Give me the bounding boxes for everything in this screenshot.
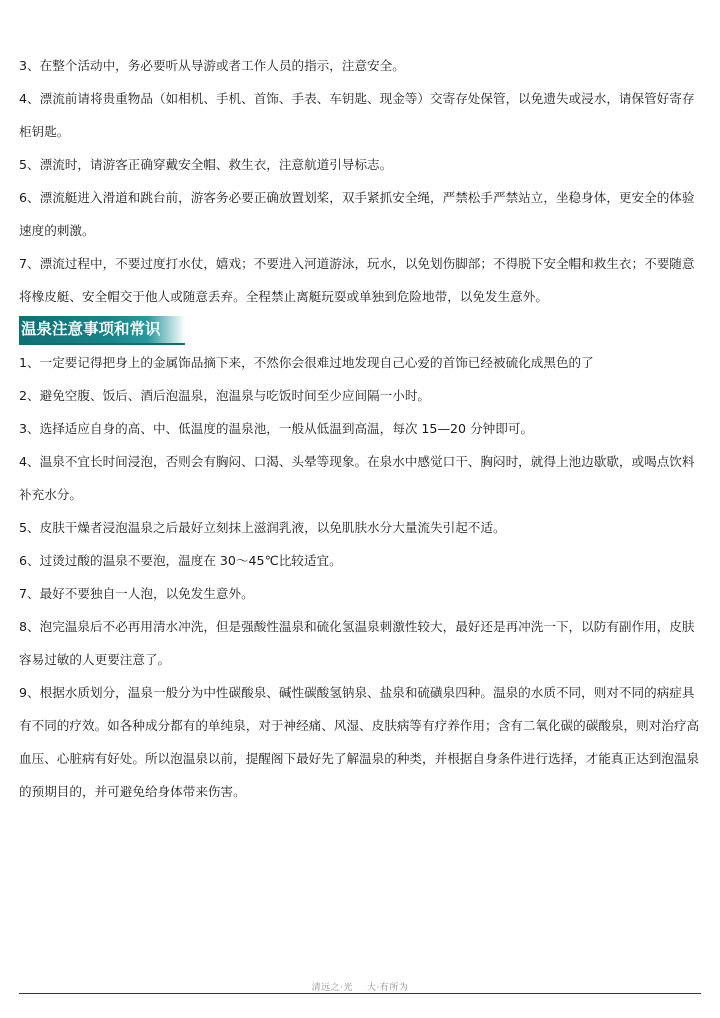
- hot-spring-item-5: 5、皮肤干燥者浸泡温泉之后最好立刻抹上滋润乳液，以免肌肤水分大量流失引起不适。: [19, 520, 506, 535]
- section-heading-hot-spring: 温泉注意事项和常识: [19, 316, 185, 345]
- hot-spring-item-8: 8、泡完温泉后不必再用清水冲洗，但是强酸性温泉和硫化氢温泉刺激性较大，最好还是再冲洗一下，以防有副作用，皮肤容易过敏的人更要注意了。: [19, 619, 695, 667]
- hot-spring-item-3: 3、选择适应自身的高、中、低温度的温泉池，一般从低温到高温，每次 15—20 分钟即可。: [19, 421, 534, 436]
- rafting-item-5: 5、漂流时，请游客正确穿戴安全帽、救生衣，注意航道引导标志。: [19, 157, 393, 172]
- hot-spring-item-4: 4、温泉不宜长时间浸泡，否则会有胸闷、口渴、头晕等现象。在泉水中感觉口干、胸闷时，就得上池边歇歇，或喝点饮料补充水分。: [19, 454, 695, 502]
- page-footer: [0, 980, 720, 993]
- rafting-item-7: 7、漂流过程中，不要过度打水仗，嬉戏；不要进入河道游泳，玩水，以免划伤脚部；不得脱下安全帽和救生衣；不要随意将橡皮艇、安全帽交于他人或随意丢弃。全程禁止离艇玩耍或单独到危险地带，以免发生意外。: [19, 256, 695, 304]
- hot-spring-item-6: 6、过烫过酸的温泉不要泡，温度在 30～45℃比较适宜。: [19, 553, 342, 568]
- rafting-item-3: 3、在整个活动中，务必要听从导游或者工作人员的指示，注意安全。: [19, 58, 405, 73]
- hot-spring-item-7: 7、最好不要独自一人泡，以免发生意外。: [19, 586, 254, 601]
- footer-left-text: 清远之·光: [311, 983, 353, 993]
- footer-right-text: 大·有所为: [367, 983, 409, 993]
- hot-spring-item-1: 1、一定要记得把身上的金属饰品摘下来，不然你会很难过地发现自己心爱的首饰已经被硫化成黑色的了: [19, 355, 594, 370]
- hot-spring-item-9: 9、根据水质划分，温泉一般分为中性碳酸泉、碱性碳酸氢钠泉、盐泉和硫磺泉四种。温泉的水质不同，则对不同的病症具有不同的疗效。如各种成分都有的单纯泉，对于神经痛、风湿、皮肤病等有疗养作用；含有二氧化碳的碳酸泉，则对治疗高血压、心脏病有好处。所以泡温泉以前，提醒阁下最好先了解温泉的种类，并根据自身条件进行选择，才能真正达到泡温泉的预期目的，并可避免给身体带来伤害。: [19, 685, 700, 799]
- section-heading-wrap: [19, 313, 703, 346]
- rafting-item-4: 4、漂流前请将贵重物品（如相机、手机、首饰、手表、车钥匙、现金等）交寄存处保管，以免遗失或浸水，请保管好寄存柜钥匙。: [19, 91, 695, 139]
- hot-spring-item-2: 2、避免空腹、饭后、酒后泡温泉，泡温泉与吃饭时间至少应间隔一小时。: [19, 388, 431, 403]
- footer-divider: [19, 993, 701, 994]
- document-content: [19, 49, 703, 808]
- rafting-item-6: 6、漂流艇进入滑道和跳台前，游客务必要正确放置划桨，双手紧抓安全绳，严禁松手严禁站立，坐稳身体，更安全的体验速度的刺激。: [19, 190, 695, 238]
